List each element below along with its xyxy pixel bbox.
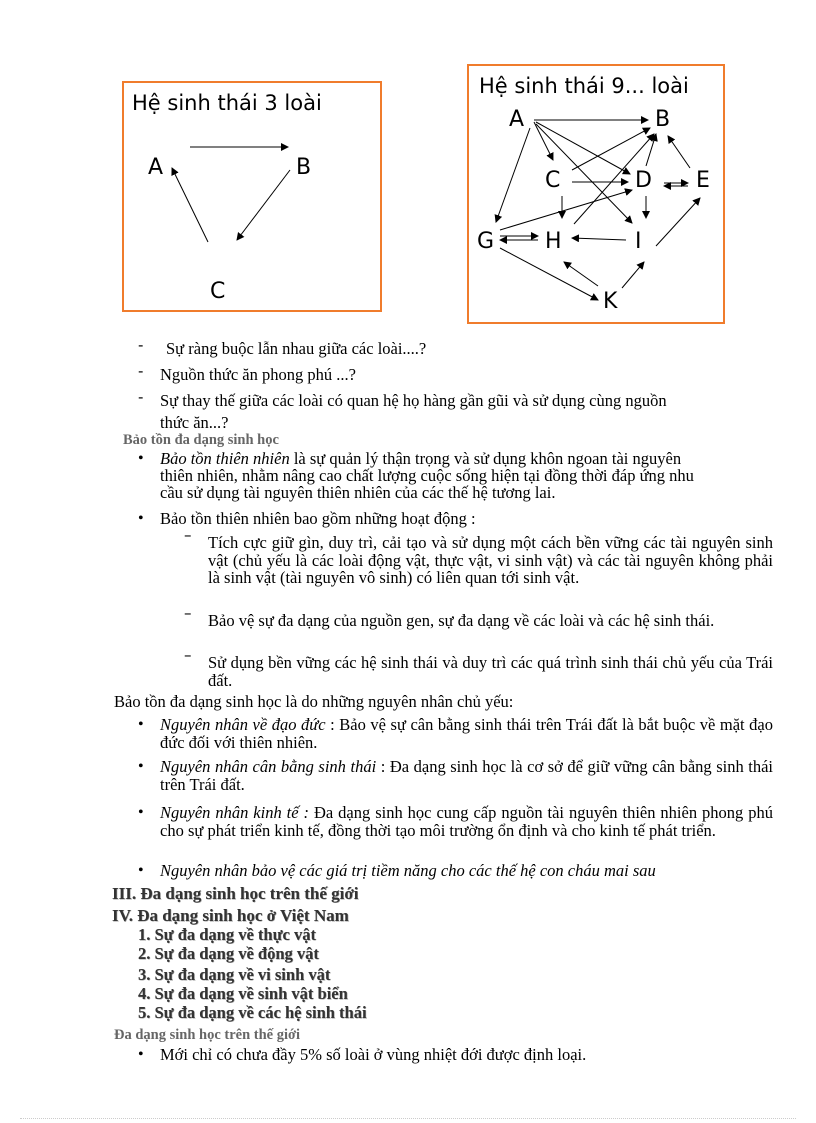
- reason-economy-label: Nguyên nhân kinh tế :: [160, 803, 310, 822]
- heading-vietnam: IV. Đa dạng sinh học ở Việt Nam: [112, 906, 349, 925]
- question-3-line1: Sự thay thế giữa các loài có quan hệ họ hàng gần gũi và sử dụng cùng nguồn: [160, 391, 667, 410]
- arrow-k-i: [622, 262, 644, 288]
- reason-ethics-label: Nguyên nhân về đạo đức: [160, 715, 326, 734]
- node-i: I: [635, 229, 642, 254]
- arrow-i-h: [572, 238, 626, 240]
- activity-3: Sử dụng bền vững các hệ sinh thái và duy trì các quá trình sinh thái chủ yếu của Trái đất.: [208, 653, 773, 690]
- reason-economy: [160, 804, 773, 839]
- arrow-g-d: [500, 190, 632, 230]
- arrow-a-i: [536, 124, 632, 223]
- reasons-intro: Bảo tồn đa dạng sinh học là do những nguyên nhân chủ yếu:: [114, 692, 514, 711]
- conservation-def-line2: thiên nhiên, nhằm nâng cao chất lượng cuộc sống hiện tại đồng thời đáp ứng nhu: [160, 466, 694, 485]
- node-e: E: [696, 168, 710, 193]
- world-fact: Mới chỉ có chưa đầy 5% số loài ở vùng nhiệt đới được định loại.: [160, 1045, 587, 1064]
- node-c: C: [210, 279, 226, 304]
- question-dash: -: [138, 388, 144, 406]
- arrow-k-h: [564, 262, 598, 286]
- arrow-a-c: [534, 122, 553, 160]
- arrow-i-e: [656, 198, 700, 246]
- node-k: K: [603, 289, 618, 314]
- reason-future: Nguyên nhân bảo vệ các giá trị tiềm năng cho các thế hệ con cháu mai sau: [160, 861, 656, 880]
- diagram-3-title: Hệ sinh thái 3 loài: [132, 91, 322, 115]
- question-dash: -: [138, 362, 144, 380]
- bullet: •: [138, 716, 144, 733]
- outline-item-animals: 2. Sự đa dạng về động vật: [138, 944, 319, 963]
- heading-world: III. Đa dạng sinh học trên thế giới: [112, 884, 359, 903]
- page-bottom-divider: [20, 1118, 796, 1119]
- reason-balance-label: Nguyên nhân cân bằng sinh thái: [160, 757, 377, 776]
- arrow-a-d: [536, 122, 630, 174]
- node-a: A: [148, 155, 164, 180]
- reason-economy-text: Đa dạng sinh học cung cấp nguồn tài nguyên thiên nhiên phong phú cho sự phát triển kinh tế, đồng thời tạo môi trường ổn định và cho kinh tế phát triển.: [160, 803, 773, 840]
- outline-item-plants: 1. Sự đa dạng về thực vật: [138, 925, 316, 944]
- arrow-d-b: [646, 134, 656, 166]
- node-d: D: [635, 168, 652, 193]
- conservation-def-term: Bảo tồn thiên nhiên: [160, 449, 290, 468]
- bullet: •: [138, 862, 144, 879]
- bullet: •: [138, 758, 144, 775]
- question-dash: -: [138, 336, 144, 354]
- question-1: Sự ràng buộc lẫn nhau giữa các loài....?: [166, 339, 427, 358]
- node-g: G: [477, 229, 495, 254]
- node-c: C: [545, 168, 561, 193]
- arrow-g-k: [500, 248, 598, 300]
- conservation-heading: Bảo tồn đa dạng sinh học: [123, 432, 279, 448]
- activities-intro: Bảo tồn thiên nhiên bao gồm những hoạt động :: [160, 509, 476, 528]
- bullet: •: [138, 804, 144, 821]
- question-2: Nguồn thức ăn phong phú ...?: [160, 365, 356, 384]
- diagram-9-title: Hệ sinh thái 9... loài: [479, 74, 689, 98]
- activity-dash: –: [184, 526, 192, 544]
- reason-ethics: [160, 716, 773, 751]
- node-b: B: [296, 155, 312, 180]
- node-a: A: [509, 107, 525, 132]
- outline-item-marine: 4. Sự đa dạng về sinh vật biển: [138, 984, 348, 1003]
- activity-2: Bảo vệ sự đa dạng của nguồn gen, sự đa dạng về các loài và các hệ sinh thái.: [208, 611, 715, 630]
- bullet: •: [138, 1046, 144, 1063]
- reason-balance-text: : Đa dạng sinh học là cơ sở để giữ vững cân bằng sinh thái trên Trái đất.: [160, 757, 773, 794]
- arrow-a-g: [496, 128, 530, 222]
- node-b: B: [655, 107, 671, 132]
- world-heading: Đa dạng sinh học trên thế giới: [114, 1027, 301, 1043]
- arrow-e-b: [668, 136, 690, 168]
- bullet: •: [138, 450, 144, 467]
- activity-dash: –: [184, 646, 192, 664]
- outline-item-ecosystems: 5. Sự đa dạng về các hệ sinh thái: [138, 1003, 367, 1022]
- outline-item-microbes: 3. Sự đa dạng về vi sinh vật: [138, 965, 331, 984]
- conservation-def-rest: là sự quản lý thận trọng và sử dụng khôn ngoan tài nguyên: [289, 449, 682, 468]
- reason-ethics-text: : Bảo vệ sự cân bằng sinh thái trên Trái đất là bắt buộc về mặt đạo đức đối với thiên nhiên.: [160, 715, 774, 752]
- conservation-def-line3: cầu sử dụng tài nguyên thiên nhiên của các thế hệ tương lai.: [160, 483, 556, 502]
- activity-1: Tích cực giữ gìn, duy trì, cải tạo và sử dụng một cách bền vững các tài nguyên sinh vật (chủ yếu là các loài động vật, thực vật, vi sinh vật) và các tài nguyên không phải là sinh vật (tài nguyên vô sinh) có liên quan tới sinh vật.: [208, 533, 773, 587]
- bullet: •: [138, 510, 144, 527]
- reason-balance: [160, 758, 773, 793]
- question-3-line2: thức ăn...?: [160, 413, 229, 432]
- activity-dash: –: [184, 604, 192, 622]
- node-h: H: [545, 229, 562, 254]
